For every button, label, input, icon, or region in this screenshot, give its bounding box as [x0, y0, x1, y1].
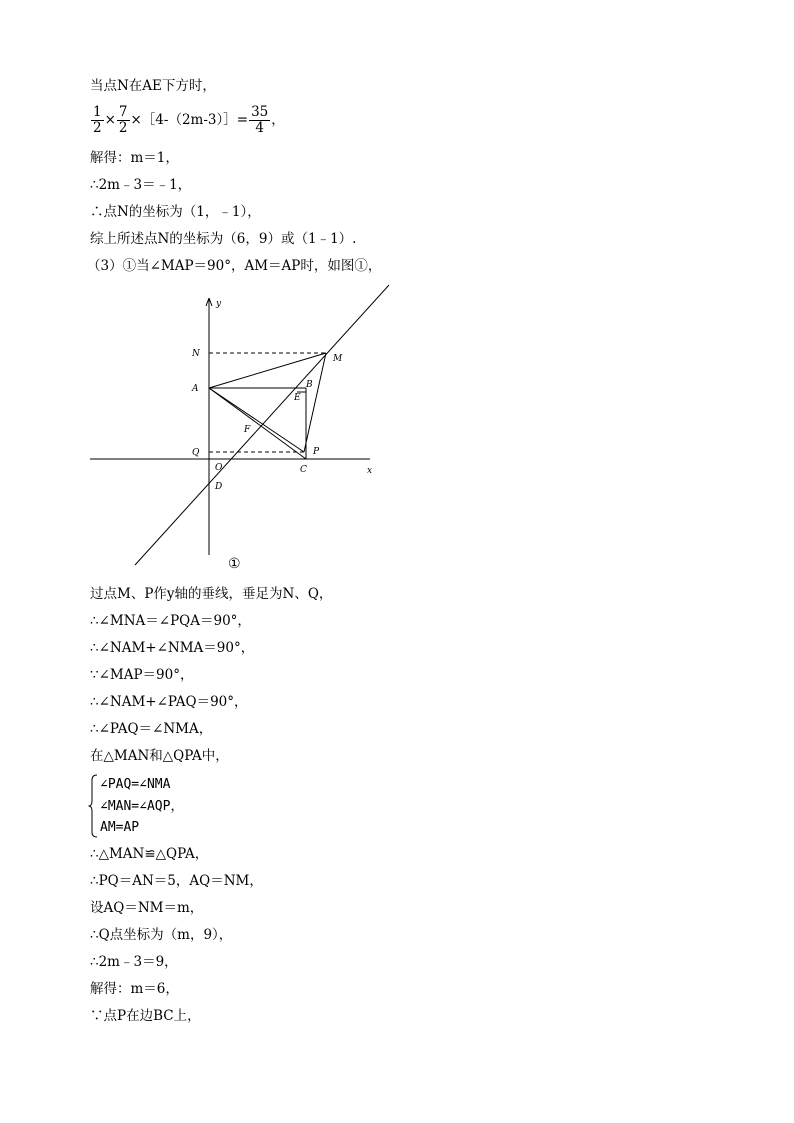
fraction: $\frac{7}{2}$: [118, 104, 128, 136]
text-line: ∴点N的坐标为（1，﹣1），: [90, 204, 261, 220]
text-line: ∵点P在边BC上，: [90, 1008, 201, 1024]
label-p: P: [313, 447, 320, 457]
label-x: x: [367, 466, 373, 476]
diagonal-line: [135, 285, 389, 565]
label-o: O: [215, 463, 223, 473]
text-line: （3）①当∠MAP＝90°，AM＝AP时，如图①，: [87, 258, 382, 274]
label-f: F: [244, 425, 251, 435]
text-line: 在△MAN和△QPA中，: [90, 748, 229, 764]
label-b: B: [306, 380, 313, 390]
text-line: ∴∠NAM+∠PAQ＝90°，: [90, 694, 248, 710]
label-y: y: [216, 299, 222, 309]
text-line: ∴∠NAM+∠NMA＝90°，: [90, 640, 255, 656]
figure-caption: ①: [228, 556, 241, 572]
label-m: M: [333, 354, 343, 364]
text-line: ∵∠MAP＝90°，: [90, 667, 194, 683]
text-line: 解得：m＝1，: [90, 150, 179, 166]
label-c: C: [300, 465, 307, 475]
text-line: ∴2m﹣3＝﹣1，: [90, 177, 192, 193]
segment-ac: [209, 388, 306, 459]
label-d: D: [215, 482, 223, 492]
brace-icon: [88, 774, 98, 838]
text-line: 设AQ＝NM＝m，: [90, 900, 204, 916]
label-e: E: [294, 393, 301, 403]
system-line: ∠MAN=∠AQP，: [100, 798, 184, 814]
fraction: $\frac{35}{4}$: [251, 104, 269, 136]
text-line: 过点M、P作y轴的垂线，垂足为N、Q，: [90, 586, 333, 602]
geometry-figure: [85, 280, 395, 575]
text-line: 综上所述点N的坐标为（6，9）或（1﹣1）.: [90, 231, 357, 247]
label-a: A: [192, 384, 199, 394]
segment-mp: [304, 353, 326, 452]
text-line: ∴△MAN≌△QPA，: [90, 846, 209, 862]
text-line: ∴Q点坐标为（m，9），: [90, 927, 233, 943]
equation-line: $\frac{1}{2}$ × $\frac{7}{2}$ ×［4-（2m-3）］= $\frac{35}{4}$ ，: [93, 104, 285, 136]
text-line: ∴2m﹣3＝9，: [90, 954, 178, 970]
text-line: ∴∠PAQ＝∠NMA，: [90, 721, 213, 737]
label-q: Q: [192, 448, 200, 458]
label-n: N: [192, 349, 200, 359]
fraction: $\frac{1}{2}$: [93, 104, 102, 136]
system-line: ∠PAQ=∠NMA: [100, 777, 171, 792]
text-line: ∴∠MNA＝∠PQA＝90°，: [90, 613, 251, 629]
text-line: ∴PQ＝AN＝5，AQ＝NM，: [90, 873, 263, 889]
segment-ap: [209, 388, 304, 452]
system-line: AM=AP: [100, 820, 140, 835]
text-line: 当点N在AE下方时，: [90, 78, 216, 94]
text-line: 解得：m＝6，: [90, 981, 179, 997]
